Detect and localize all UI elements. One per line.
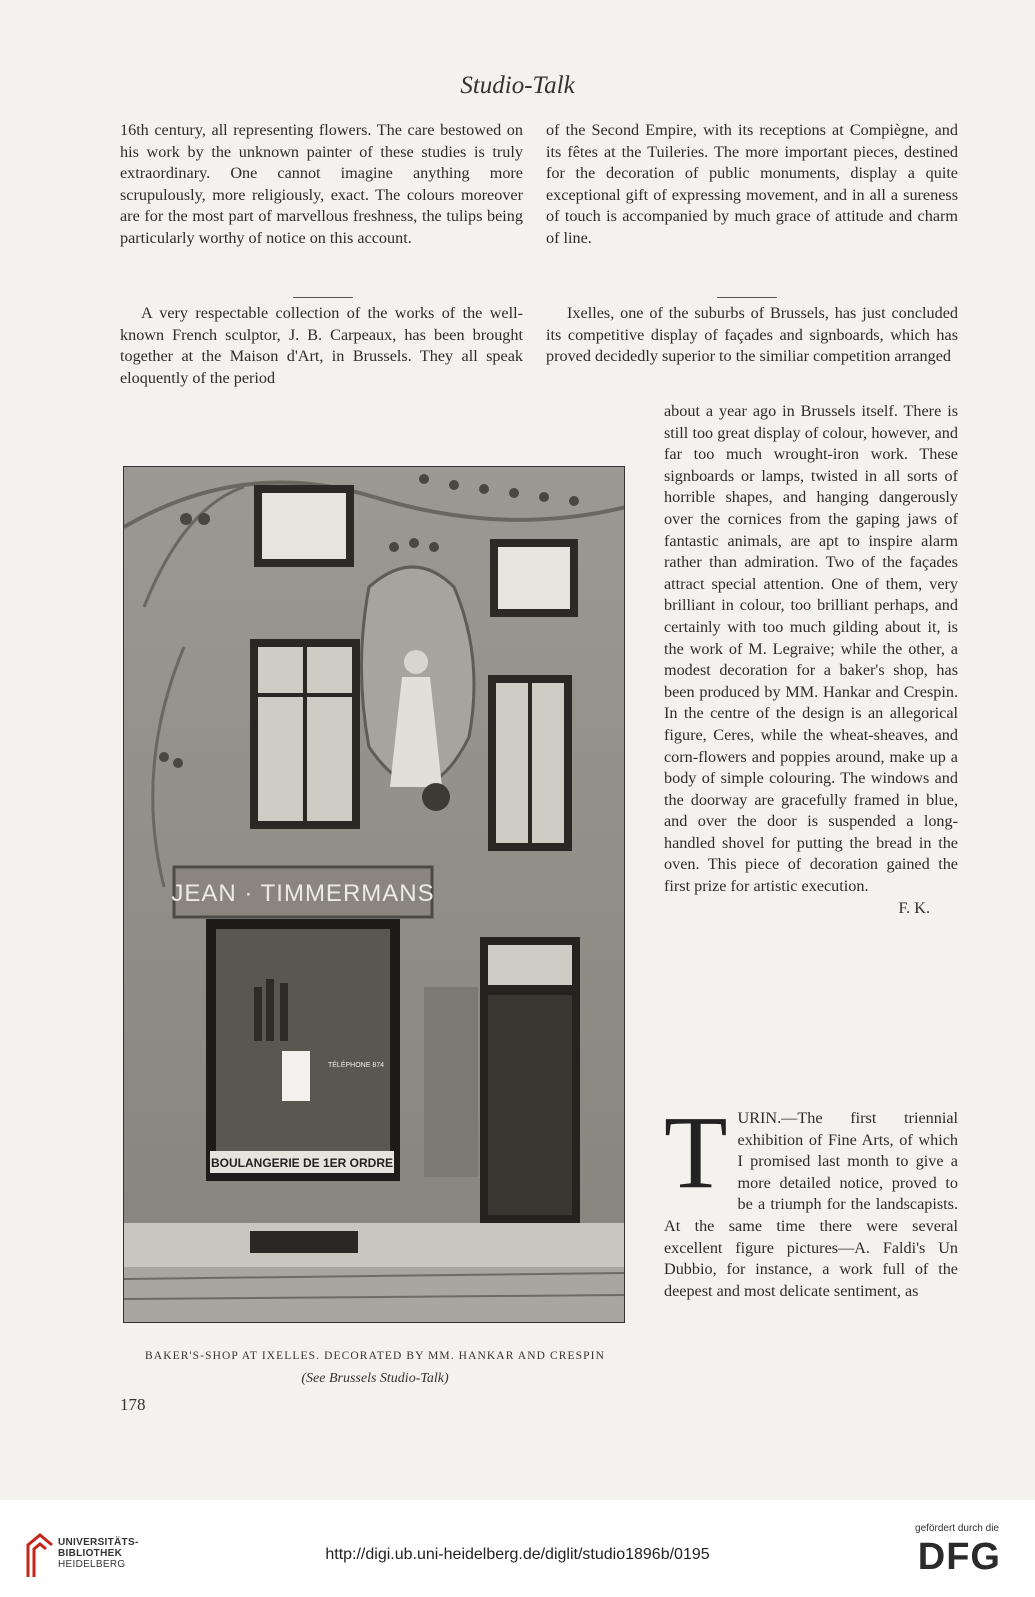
right-column-narrow xyxy=(664,401,958,919)
section-divider-left xyxy=(293,297,353,298)
library-name-line3: HEIDELBERG xyxy=(58,1559,126,1570)
right-top-paragraph: of the Second Empire, with its receptions at Compiègne, and its fêtes at the Tuileries. The more important pieces, destined for the decoration of public monuments, display a quite exceptional gift of expressing movement, and in all a sureness of touch is accompanied by much grace of attitude and charm of line. xyxy=(546,121,958,247)
shop-sign-text: JEAN · TIMMERMANS xyxy=(171,880,435,907)
right-column-second-wide xyxy=(546,303,958,368)
funding-label: gefördert durch die xyxy=(915,1523,999,1534)
left-column-top xyxy=(120,120,523,250)
ixelles-paragraph-start: Ixelles, one of the suburbs of Brussels, has just concluded its competitive display of façades and signboards, which has proved decidedly superior to the similiar competition arranged xyxy=(546,304,958,366)
right-column-top xyxy=(546,120,958,250)
section-divider-right xyxy=(717,297,777,298)
ixelles-paragraph-continued: about a year ago in Brussels itself. There is still too great display of colour, however, and far too much wrought-iron work. These signboards or lamps, twisted in all sorts of horrible shapes, and hanging dangerously over the cornices from the gaping jaws of fantastic animals, are apt to inspire alarm rather than admiration. Two of the façades attract special attention. One of them, very brilliant in colour, too brilliant perhaps, and certainly with too much gilding about it, is the work of M. Legraive; while the other, a modest decoration for a baker's shop, has been produced by MM. Hankar and Crespin. In the centre of the design is an allegorical figure, Ceres, while the wheat-sheaves, and corn-flowers and poppies around, make up a body of simple colouring. The windows and the doorway are gracefully framed in blue, and over the door is suspended a long-handled shovel for putting the bread in the oven. This piece of decoration gained the first prize for artistic execution. xyxy=(664,402,958,896)
bakers-shop-photograph xyxy=(123,466,625,1323)
page-number: 178 xyxy=(120,1395,146,1414)
permalink-url[interactable]: http://digi.ub.uni-heidelberg.de/diglit/studio1896b/0195 xyxy=(325,1546,710,1563)
facade-illustration xyxy=(124,467,625,1323)
library-name-line1: UNIVERSITÄTS- xyxy=(58,1537,139,1548)
figure-caption-reference: (See Brussels Studio-Talk) xyxy=(301,1371,449,1386)
window-sign-text: BOULANGERIE DE 1ER ORDRE xyxy=(210,1156,394,1170)
left-column-second xyxy=(120,303,523,389)
telephone-text: TÉLÉPHONE 874 xyxy=(327,1062,385,1069)
author-signature: F. K. xyxy=(898,898,930,917)
running-head: Studio-Talk xyxy=(460,72,575,99)
turin-paragraph: URIN.—The first triennial exhibition of Fine Arts, of which I promised last month to give a more detailed notice, proved to be a triumph for the landscapists. At the same time there were several excellent figure pictures—A. Faldi's Un Dubbio, for instance, a work full of the deepest and most delicate sentiment, as xyxy=(664,1109,958,1300)
library-name-line2: BIBLIOTHEK xyxy=(58,1548,123,1559)
dfg-logo: DFG xyxy=(917,1536,1001,1578)
carpeaux-paragraph: A very respectable collection of the works of the well-known French sculptor, J. B. Carpeaux, has been brought together at the Maison d'Art, in Brussels. They all speak eloquently of the period xyxy=(120,304,523,387)
figure-caption: BAKER'S-SHOP AT IXELLES. DECORATED BY MM. HANKAR AND CRESPIN xyxy=(145,1350,605,1362)
turin-section xyxy=(664,1095,958,1302)
drop-cap: T xyxy=(664,1095,728,1210)
left-top-paragraph: 16th century, all representing flowers. The care bestowed on his work by the unknown painter of these studies is truly extraordinary. One cannot imagine anything more scrupulously, more religiously, exact. The colours moreover are for the most part of marvellous freshness, the tulips being particularly worthy of notice on this account. xyxy=(120,121,523,247)
